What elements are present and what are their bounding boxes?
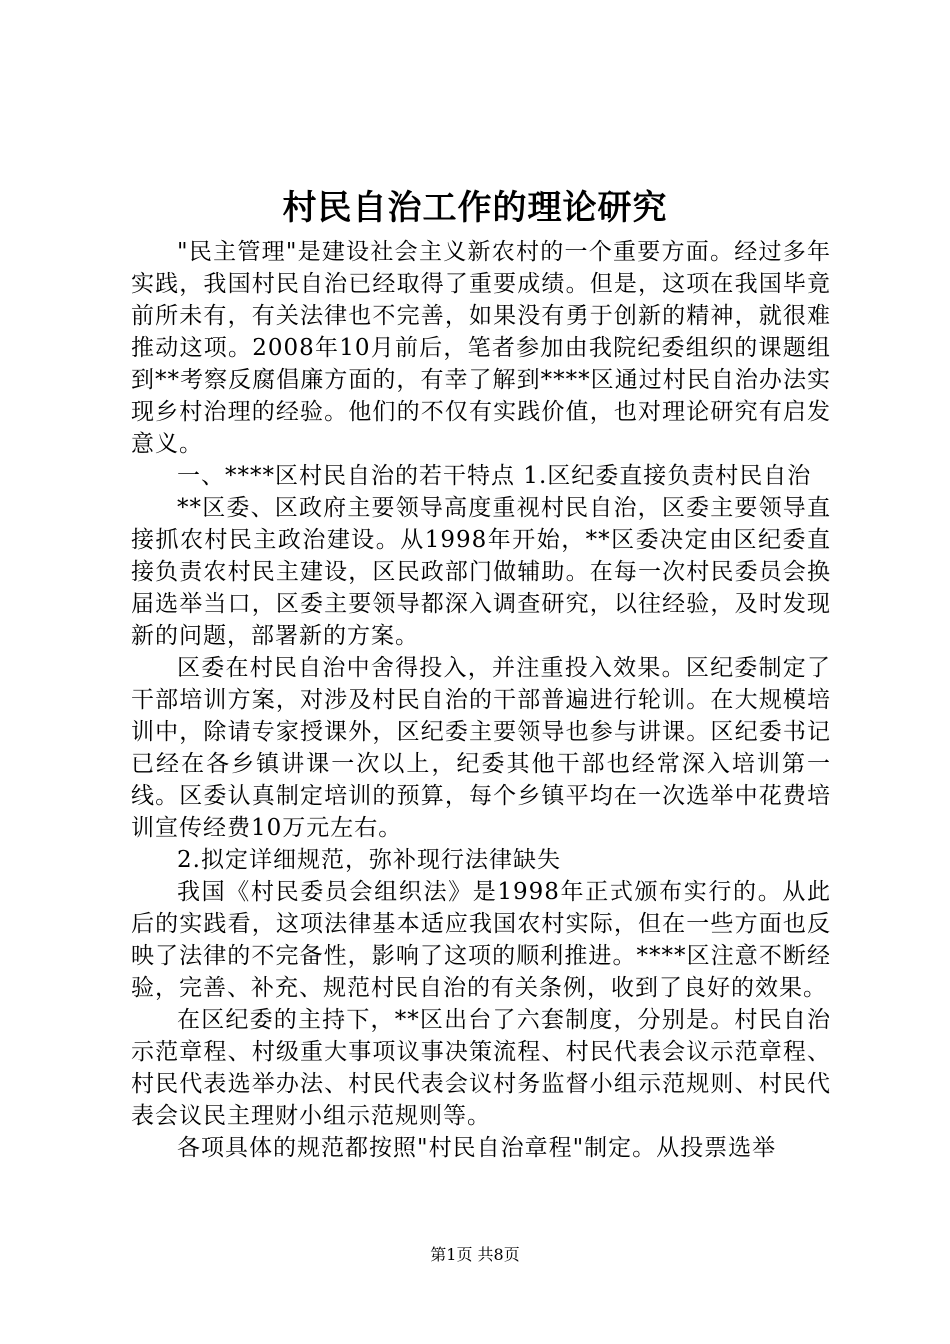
paragraph-training-investment: 区委在村民自治中舍得投入，并注重投入效果。区纪委制定了干部培训方案，对涉及村民自治的干部普遍进行轮训。在大规模培训中，除请专家授课外，区纪委主要领导也参与讲课。区纪委书记已经在各乡镇讲课一次以上，纪委其他干部也经常深入培训第一线。区委认真制定培训的预算，每个乡镇平均在一次选举中花费培训宣传经费10万元左右。 bbox=[131, 655, 831, 841]
paragraph-six-systems: 在区纪委的主持下，**区出台了六套制度，分别是。村民自治示范章程、村级重大事项议事决策流程、村民代表会议示范章程、村民代表选举办法、村民代表会议村务监督小组示范规则、村民代表会议民主理财小组示范规则等。 bbox=[131, 1007, 831, 1129]
paragraph-organic-law: 我国《村民委员会组织法》是1998年正式颁布实行的。从此后的实践看，这项法律基本适应我国农村实际，但在一些方面也反映了法律的不完备性，影响了这项的顺利推进。****区注意不断经验，完善、补充、规范村民自治的有关条例，收到了良好的效果。 bbox=[131, 879, 831, 1001]
paragraph-district-leadership: **区委、区政府主要领导高度重视村民自治，区委主要领导直接抓农村民主政治建设。从1998年开始，**区委决定由区纪委直接负责农村民主建设，区民政部门做辅助。在每一次村民委员会换届选举当口，区委主要领导都深入调查研究，以往经验，及时发现新的问题，部署新的方案。 bbox=[131, 495, 831, 649]
section-heading-1: 一、****区村民自治的若干特点 1.区纪委直接负责村民自治 bbox=[177, 463, 812, 489]
page-footer: 第1页 共8页 bbox=[430, 1245, 520, 1264]
document-title: 村民自治工作的理论研究 bbox=[282, 188, 668, 228]
document-body bbox=[131, 236, 831, 1164]
subheading-2: 2.拟定详细规范，弥补现行法律缺失 bbox=[177, 847, 561, 873]
paragraph-regulations: 各项具体的规范都按照"村民自治章程"制定。从投票选举 bbox=[177, 1135, 777, 1161]
paragraph-intro: "民主管理"是建设社会主义新农村的一个重要方面。经过多年实践，我国村民自治已经取得了重要成绩。但是，这项在我国毕竟前所未有，有关法律也不完善，如果没有勇于创新的精神，就很难推动这项。2008年10月前后，笔者参加由我院纪委组织的课题组到**考察反腐倡廉方面的，有幸了解到****区通过村民自治办法实现乡村治理的经验。他们的不仅有实践价值，也对理论研究有启发意义。 bbox=[131, 239, 831, 457]
